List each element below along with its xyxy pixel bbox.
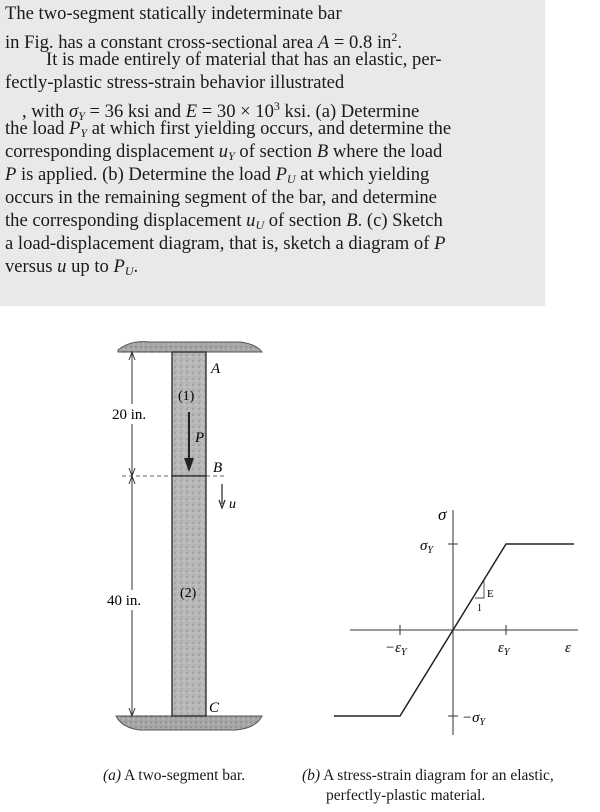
- problem-line: It is made entirely of material that has an elastic, per-: [46, 49, 442, 70]
- problem-line: The two-segment statically indeterminate bar: [5, 3, 342, 24]
- label-A: A: [211, 361, 221, 377]
- axis-label-sigma: σ: [438, 505, 447, 524]
- problem-line: the load $P_Y$ at which first yielding occurs, and determine the: [5, 118, 452, 140]
- caption-b: (b) A stress-strain diagram for an elastic,: [302, 767, 554, 784]
- problem-line: versus u up to $P_U$.: [5, 256, 139, 278]
- slope-label-1: 1: [477, 603, 482, 614]
- problem-line: fectly-plastic stress-strain behavior illustrated: [5, 72, 345, 93]
- label-B: B: [213, 460, 223, 476]
- stress-strain-diagram: [334, 505, 578, 735]
- problem-line: a load-displacement diagram, that is, sketch a diagram of P: [5, 233, 446, 254]
- axis-label-epsilon: ε: [565, 640, 571, 656]
- label-epsY: $\varepsilon_Y$: [498, 640, 510, 658]
- slope-label-E: E: [487, 588, 494, 600]
- top-support: [118, 342, 262, 352]
- problem-line: P is applied. (b) Determine the load $P_U$ at which yielding: [5, 164, 430, 186]
- label-neg-epsY: $-\varepsilon_Y$: [385, 640, 407, 658]
- label-segment-2: (2): [180, 586, 197, 601]
- problem-line: corresponding displacement $u_Y$ of section B where the load: [5, 141, 443, 163]
- problem-line: occurs in the remaining segment of the bar, and determine: [5, 187, 437, 208]
- label-neg-sigmaY: $-\sigma_Y$: [462, 710, 486, 728]
- problem-line: the corresponding displacement $u_U$ of section B. (c) Sketch: [5, 210, 443, 232]
- two-segment-bar-figure: [104, 342, 262, 730]
- label-C: C: [209, 700, 220, 716]
- problem-line: in Fig. has a constant cross-sectional area A = 0.8 $in^2$.: [5, 30, 403, 53]
- caption-a: (a) A two-segment bar.: [103, 767, 246, 784]
- label-P: P: [195, 430, 205, 446]
- label-u: u: [229, 497, 236, 512]
- label-sigmaY: $\sigma_Y$: [420, 538, 433, 556]
- bottom-support: [116, 716, 262, 730]
- dimension-label-20in: 20 in.: [112, 407, 147, 423]
- caption-b-line2: perfectly-plastic material.: [326, 787, 486, 804]
- dimension-label-40in: 40 in.: [107, 593, 142, 609]
- label-segment-1: (1): [178, 389, 195, 404]
- problem-line: , with $\sigma_Y = 36$ ksi and $E = 30 \times 10^3$ ksi. (a) Determine: [22, 99, 420, 123]
